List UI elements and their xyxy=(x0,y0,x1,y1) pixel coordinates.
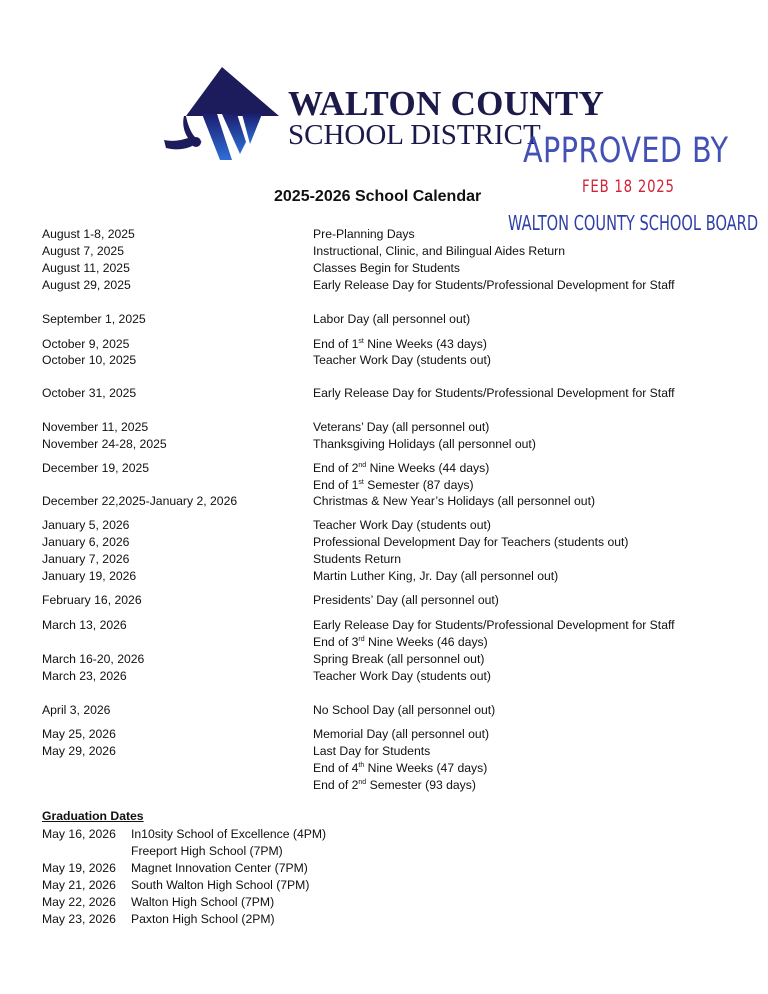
event-description: Early Release Day for Students/Professional Development for Staff xyxy=(313,386,675,400)
calendar-event-row xyxy=(0,617,768,634)
calendar-event-row xyxy=(0,477,768,494)
event-date: August 29, 2025 xyxy=(42,278,131,292)
document-title: 2025-2026 School Calendar xyxy=(274,188,482,205)
event-description: Instructional, Clinic, and Bilingual Aides Return xyxy=(313,244,566,258)
graduation-school: Magnet Innovation Center (7PM) xyxy=(131,861,308,875)
graduation-school: Freeport High School (7PM) xyxy=(131,844,283,858)
event-description: Teacher Work Day (students out) xyxy=(313,518,491,532)
graduation-row xyxy=(0,894,768,911)
event-text: End of 4 xyxy=(313,761,359,775)
ordinal-suffix: st xyxy=(358,479,364,486)
calendar-event-row xyxy=(0,651,768,668)
walton-county-logo-icon xyxy=(162,64,280,166)
calendar-event-row xyxy=(0,668,768,685)
graduation-school: Walton High School (7PM) xyxy=(131,895,275,909)
calendar-event-row xyxy=(0,419,768,436)
event-date: August 7, 2025 xyxy=(42,244,124,258)
calendar-event-row xyxy=(0,336,768,353)
event-description: Martin Luther King, Jr. Day (all personnel out) xyxy=(313,569,559,583)
graduation-row xyxy=(0,911,768,928)
calendar-event-row xyxy=(0,460,768,477)
cap-board-shape xyxy=(186,67,279,116)
calendar-event-row xyxy=(0,743,768,760)
event-text: Nine Weeks (46 days) xyxy=(364,635,488,649)
event-description xyxy=(313,760,487,777)
event-text: End of 1 xyxy=(313,478,359,492)
district-subtitle: SCHOOL DISTRICT xyxy=(288,119,541,151)
event-text: End of 2 xyxy=(313,778,359,792)
event-date: November 11, 2025 xyxy=(42,420,149,434)
calendar-event-row xyxy=(0,592,768,609)
event-text: End of 1 xyxy=(313,337,359,351)
calendar-event-row xyxy=(0,243,768,260)
graduation-row xyxy=(0,826,768,843)
event-text: End of 2 xyxy=(313,461,359,475)
event-description xyxy=(313,460,489,477)
calendar-event-row xyxy=(0,311,768,328)
graduation-date: May 23, 2026 xyxy=(42,912,116,926)
event-text: Nine Weeks (44 days) xyxy=(366,461,490,475)
event-description: Students Return xyxy=(313,552,402,566)
event-date: August 1-8, 2025 xyxy=(42,227,135,241)
graduation-school: In10sity School of Excellence (4PM) xyxy=(131,827,327,841)
event-text: Semester (87 days) xyxy=(363,478,474,492)
board-stamp: WALTON COUNTY SCHOOL BOARD xyxy=(508,211,759,235)
calendar-event-row xyxy=(0,517,768,534)
calendar-event-row xyxy=(0,436,768,453)
event-description: Pre-Planning Days xyxy=(313,227,415,241)
event-description: Presidents’ Day (all personnel out) xyxy=(313,593,499,607)
ordinal-suffix: nd xyxy=(358,779,367,786)
calendar-event-row xyxy=(0,385,768,402)
event-text: Semester (93 days) xyxy=(366,778,476,792)
event-description: Spring Break (all personnel out) xyxy=(313,652,485,666)
event-date: January 19, 2026 xyxy=(42,569,137,583)
event-date: September 1, 2025 xyxy=(42,312,146,326)
event-description: Early Release Day for Students/Professional Development for Staff xyxy=(313,618,675,632)
graduation-heading: Graduation Dates xyxy=(42,809,144,823)
event-description: Professional Development Day for Teachers (students out) xyxy=(313,535,629,549)
event-date: January 5, 2026 xyxy=(42,518,130,532)
graduation-row xyxy=(0,877,768,894)
event-date: November 24-28, 2025 xyxy=(42,437,167,451)
approved-stamp: APPROVED BY xyxy=(523,131,729,171)
event-description: No School Day (all personnel out) xyxy=(313,703,496,717)
event-date: March 13, 2026 xyxy=(42,618,127,632)
ordinal-suffix: th xyxy=(358,762,365,769)
event-description: Classes Begin for Students xyxy=(313,261,461,275)
calendar-event-row xyxy=(0,634,768,651)
event-date: March 23, 2026 xyxy=(42,669,127,683)
graduation-row xyxy=(0,843,768,860)
calendar-event-row xyxy=(0,493,768,510)
calendar-event-row xyxy=(0,568,768,585)
event-date: May 29, 2026 xyxy=(42,744,116,758)
ordinal-suffix: rd xyxy=(358,636,365,643)
event-date: April 3, 2026 xyxy=(42,703,111,717)
event-date: March 16-20, 2026 xyxy=(42,652,145,666)
event-description: Teacher Work Day (students out) xyxy=(313,669,491,683)
graduation-school: South Walton High School (7PM) xyxy=(131,878,310,892)
calendar-event-row xyxy=(0,352,768,369)
event-description xyxy=(313,777,476,794)
event-description xyxy=(313,336,487,353)
event-date: October 31, 2025 xyxy=(42,386,137,400)
event-description: Veterans’ Day (all personnel out) xyxy=(313,420,490,434)
event-date: December 19, 2025 xyxy=(42,461,150,475)
event-text: Nine Weeks (43 days) xyxy=(363,337,487,351)
calendar-event-row xyxy=(0,702,768,719)
calendar-event-row xyxy=(0,226,768,243)
graduation-school: Paxton High School (2PM) xyxy=(131,912,275,926)
graduation-date: May 22, 2026 xyxy=(42,895,116,909)
approval-date-stamp: FEB 18 2025 xyxy=(582,177,675,197)
event-date: May 25, 2026 xyxy=(42,727,116,741)
calendar-event-row xyxy=(0,777,768,794)
event-date: February 16, 2026 xyxy=(42,593,142,607)
event-date: October 10, 2025 xyxy=(42,353,137,367)
event-description: Memorial Day (all personnel out) xyxy=(313,727,490,741)
graduation-date: May 19, 2026 xyxy=(42,861,116,875)
event-date: October 9, 2025 xyxy=(42,337,130,351)
calendar-event-row xyxy=(0,260,768,277)
calendar-event-row xyxy=(0,726,768,743)
event-description: Thanksgiving Holidays (all personnel out) xyxy=(313,437,536,451)
event-date: January 6, 2026 xyxy=(42,535,130,549)
ordinal-suffix: st xyxy=(358,338,364,345)
district-name: WALTON COUNTY xyxy=(288,84,605,123)
event-text: End of 3 xyxy=(313,635,359,649)
graduation-date: May 16, 2026 xyxy=(42,827,116,841)
graduation-date: May 21, 2026 xyxy=(42,878,116,892)
event-description xyxy=(313,634,488,651)
event-date: August 11, 2025 xyxy=(42,261,130,275)
calendar-event-row xyxy=(0,534,768,551)
graduation-row xyxy=(0,860,768,877)
event-description: Christmas & New Year’s Holidays (all personnel out) xyxy=(313,494,596,508)
event-description xyxy=(313,477,474,494)
event-text: Nine Weeks (47 days) xyxy=(364,761,488,775)
ordinal-suffix: nd xyxy=(358,462,367,469)
calendar-event-row xyxy=(0,277,768,294)
event-description: Labor Day (all personnel out) xyxy=(313,312,471,326)
event-description: Teacher Work Day (students out) xyxy=(313,353,491,367)
calendar-event-row xyxy=(0,551,768,568)
calendar-event-row xyxy=(0,760,768,777)
event-date: January 7, 2026 xyxy=(42,552,130,566)
event-description: Early Release Day for Students/Professional Development for Staff xyxy=(313,278,675,292)
event-description: Last Day for Students xyxy=(313,744,431,758)
event-date: December 22,2025-January 2, 2026 xyxy=(42,494,238,508)
